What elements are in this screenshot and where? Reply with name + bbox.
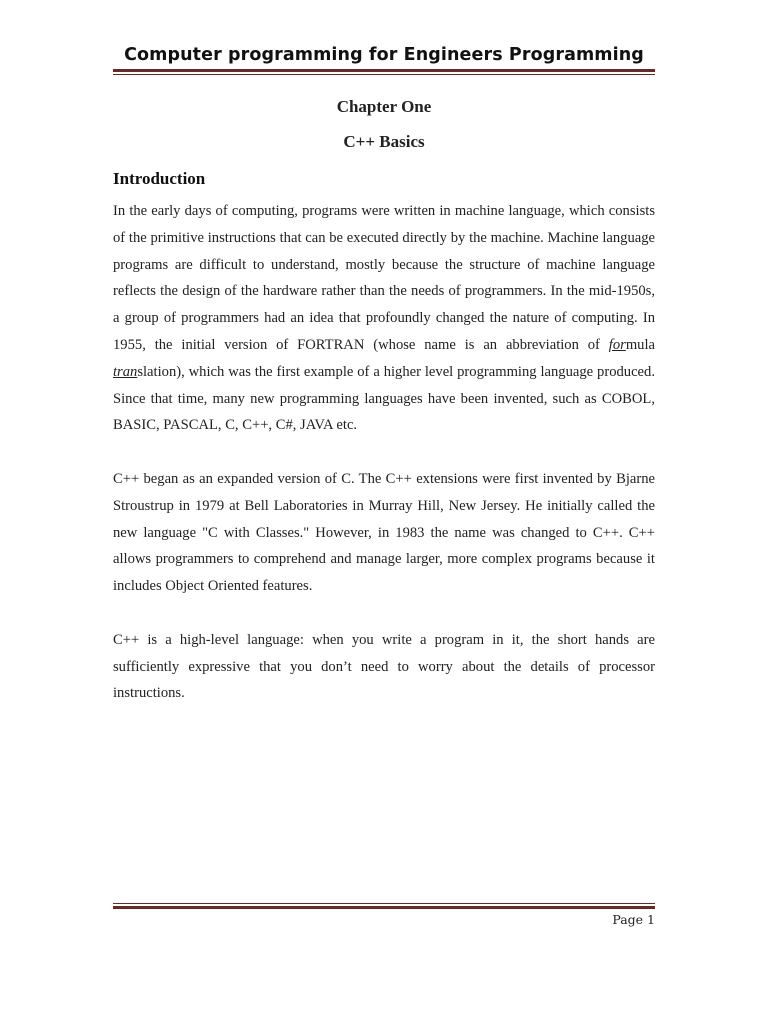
running-header-title: Computer programming for Engineers Programming [124,45,644,65]
paragraph-fortran-history [113,198,655,439]
page-number: Page 1 [612,912,655,927]
chapter-number: Chapter One [336,97,432,116]
emphasis-for: for [608,336,626,353]
emphasis-tran: tran [113,363,138,380]
chapter-title: C++ Basics [343,132,425,151]
header-rule-thick [113,69,655,72]
body-text [113,198,655,707]
footer-rule-thin [113,903,655,904]
header-rule-thin [113,74,655,75]
paragraph-high-level: C++ is a high-level language: when you write a program in it, the short hands are sufficiently expressive that you don’t need to worry about the details of processor instructions. [113,631,655,702]
section-heading-introduction: Introduction [113,169,206,188]
paragraph-text: In the early days of computing, programs were written in machine language, which consists of the primitive instructions that can be executed directly by the machine. Machine language programs are difficult to understand, mostly because the structure of machine language reflects the design of the hardware rather than the needs of programmers. In the mid-1950s, a group of programmers had an idea that profoundly changed the nature of computing. In 1955, the initial version of FORTRAN (whose name is an abbreviation of [113,203,655,353]
paragraph-text: mula [625,336,655,353]
footer-rule-thick [113,906,655,909]
paragraph-cpp-origin: C++ began as an expanded version of C. The C++ extensions were first invented by Bjarne Stroustrup in 1979 at Bell Laboratories in Murray Hill, New Jersey. He initially called the new language "C with Classes." However, in 1983 the name was changed to C++. C++ allows programmers to comprehend and manage larger, more complex programs because it includes Object Oriented features. [113,470,655,595]
paragraph-text: slation), which was the first example of a higher level programming language produced. Since that time, many new programming languages have been invented, such as COBOL, BASIC, PASCAL, C, C++, C#, JAVA etc. [113,363,655,434]
